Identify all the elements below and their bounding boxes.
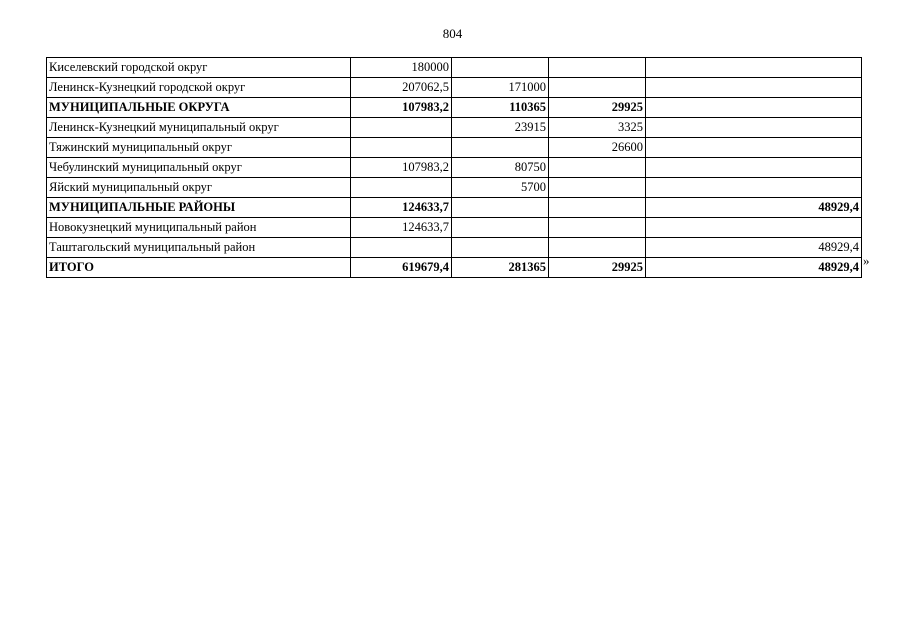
value-cell: 26600 <box>549 138 646 158</box>
value-cell <box>452 218 549 238</box>
table-row <box>47 158 862 178</box>
value-cell <box>549 78 646 98</box>
value-cell: 5700 <box>452 178 549 198</box>
value-cell <box>549 158 646 178</box>
row-name-cell: Киселевский городской округ <box>47 58 351 78</box>
value-cell <box>549 198 646 218</box>
value-cell <box>549 58 646 78</box>
closing-quote-mark: » <box>863 253 870 268</box>
value-cell: 3325 <box>549 118 646 138</box>
table-row <box>47 178 862 198</box>
value-cell: 180000 <box>351 58 452 78</box>
table-row <box>47 58 862 78</box>
page-number: 804 <box>442 26 463 41</box>
row-name-cell: Тяжинский муниципальный округ <box>47 138 351 158</box>
value-cell: 48929,4 <box>646 198 862 218</box>
row-name-cell: Чебулинский муниципальный округ <box>47 158 351 178</box>
value-cell <box>452 238 549 258</box>
value-cell: 48929,4 <box>646 238 862 258</box>
value-cell: 207062,5 <box>351 78 452 98</box>
table-row <box>47 218 862 238</box>
table-row-group-total <box>47 198 862 218</box>
value-cell: 107983,2 <box>351 98 452 118</box>
value-cell <box>646 98 862 118</box>
value-cell: 107983,2 <box>351 158 452 178</box>
value-cell: 281365 <box>452 258 549 278</box>
value-cell <box>351 118 452 138</box>
value-cell: 619679,4 <box>351 258 452 278</box>
value-cell <box>646 78 862 98</box>
row-name-cell: Ленинск-Кузнецкий городской округ <box>47 78 351 98</box>
value-cell: 110365 <box>452 98 549 118</box>
row-name-cell: МУНИЦИПАЛЬНЫЕ РАЙОНЫ <box>47 198 351 218</box>
value-cell: 80750 <box>452 158 549 178</box>
value-cell <box>351 178 452 198</box>
value-cell: 124633,7 <box>351 218 452 238</box>
value-cell <box>646 58 862 78</box>
row-name-cell: ИТОГО <box>47 258 351 278</box>
table-row-group-total <box>47 98 862 118</box>
value-cell <box>351 238 452 258</box>
value-cell <box>452 58 549 78</box>
value-cell: 29925 <box>549 258 646 278</box>
row-name-cell: Новокузнецкий муниципальный район <box>47 218 351 238</box>
value-cell <box>549 238 646 258</box>
value-cell <box>646 158 862 178</box>
value-cell <box>549 218 646 238</box>
table-row <box>47 78 862 98</box>
value-cell: 23915 <box>452 118 549 138</box>
value-cell <box>646 138 862 158</box>
table-row-grand-total <box>47 258 862 278</box>
value-cell <box>646 178 862 198</box>
value-cell <box>452 198 549 218</box>
table-row <box>47 238 862 258</box>
value-cell <box>452 138 549 158</box>
row-name-cell: Яйский муниципальный округ <box>47 178 351 198</box>
value-cell <box>646 218 862 238</box>
value-cell: 171000 <box>452 78 549 98</box>
row-name-cell: МУНИЦИПАЛЬНЫЕ ОКРУГА <box>47 98 351 118</box>
value-cell <box>646 118 862 138</box>
budget-table <box>46 57 862 278</box>
row-name-cell: Ленинск-Кузнецкий муниципальный округ <box>47 118 351 138</box>
table-row <box>47 118 862 138</box>
table-row <box>47 138 862 158</box>
value-cell: 48929,4 <box>646 258 862 278</box>
value-cell: 124633,7 <box>351 198 452 218</box>
value-cell: 29925 <box>549 98 646 118</box>
value-cell <box>549 178 646 198</box>
value-cell <box>351 138 452 158</box>
row-name-cell: Таштагольский муниципальный район <box>47 238 351 258</box>
